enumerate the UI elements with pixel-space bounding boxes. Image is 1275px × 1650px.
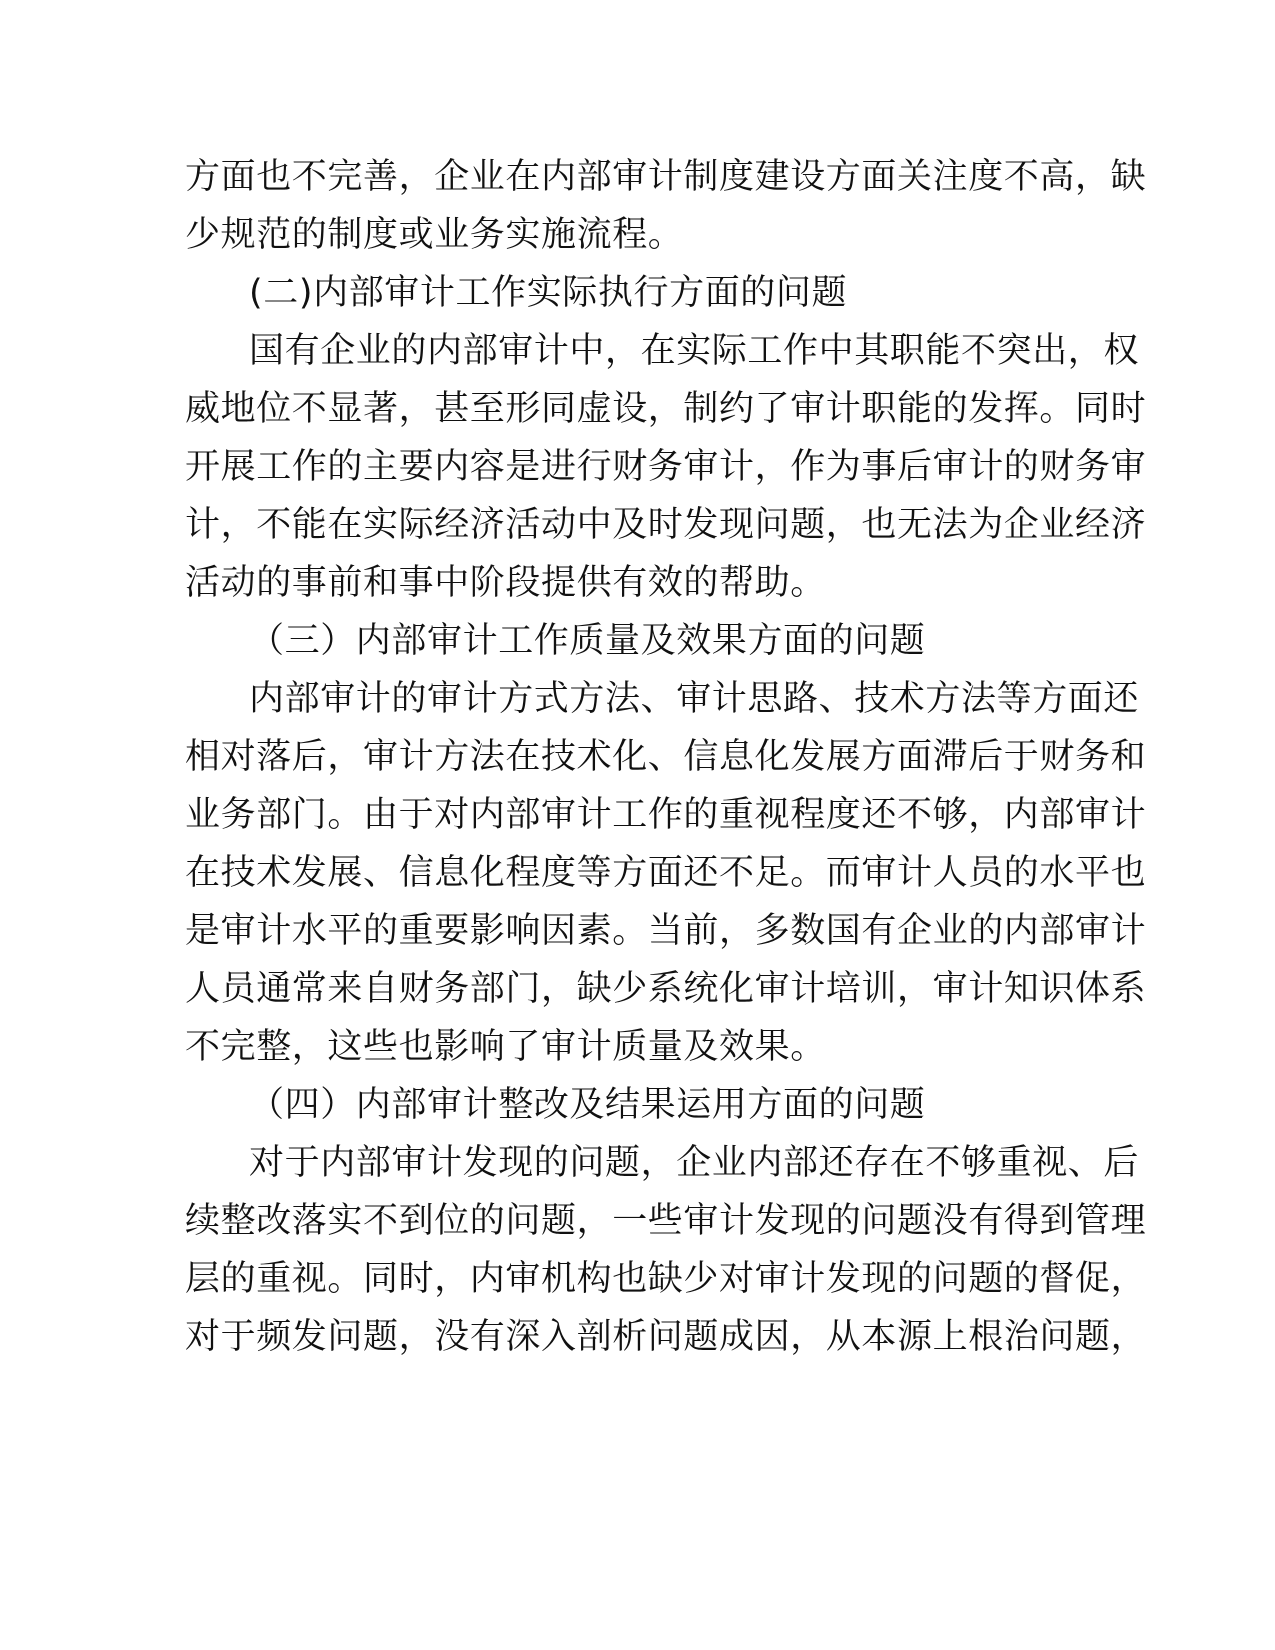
paragraph-line: 方面也不完善，企业在内部审计制度建设方面关注度不高，缺 <box>185 157 1147 197</box>
paragraph-first-line: 国有企业的内部审计中，在实际工作中其职能不突出，权 <box>249 331 1140 371</box>
paragraph-line: 不完整，这些也影响了审计质量及效果。 <box>185 1027 826 1067</box>
paragraph-line: 相对落后，审计方法在技术化、信息化发展方面滞后于财务和 <box>185 737 1147 777</box>
paragraph-line: 威地位不显著，甚至形同虚设，制约了审计职能的发挥。同时 <box>185 389 1147 429</box>
paragraph-line: 开展工作的主要内容是进行财务审计，作为事后审计的财务审 <box>185 447 1147 487</box>
paragraph-line: 层的重视。同时，内审机构也缺少对审计发现的问题的督促， <box>185 1259 1147 1299</box>
paragraph-line: 在技术发展、信息化程度等方面还不足。而审计人员的水平也 <box>185 853 1147 893</box>
section-heading: （四）内部审计整改及结果运用方面的问题 <box>249 1085 926 1125</box>
paragraph-line: 计，不能在实际经济活动中及时发现问题，也无法为企业经济 <box>185 505 1147 545</box>
paragraph-line: 活动的事前和事中阶段提供有效的帮助。 <box>185 563 826 603</box>
paragraph-line: 业务部门。由于对内部审计工作的重视程度还不够，内部审计 <box>185 795 1147 835</box>
document-body <box>185 148 1147 1366</box>
paragraph-first-line: 对于内部审计发现的问题，企业内部还存在不够重视、后 <box>249 1143 1140 1183</box>
paragraph-line: 是审计水平的重要影响因素。当前，多数国有企业的内部审计 <box>185 911 1147 951</box>
paragraph-first-line: 内部审计的审计方式方法、审计思路、技术方法等方面还 <box>249 679 1140 719</box>
paragraph-line: 对于频发问题，没有深入剖析问题成因，从本源上根治问题， <box>185 1317 1147 1357</box>
section-heading: （三）内部审计工作质量及效果方面的问题 <box>249 621 926 661</box>
section-heading: (二)内部审计工作实际执行方面的问题 <box>249 273 848 313</box>
paragraph-line: 少规范的制度或业务实施流程。 <box>185 215 684 255</box>
paragraph-line: 续整改落实不到位的问题，一些审计发现的问题没有得到管理 <box>185 1201 1147 1241</box>
paragraph-line: 人员通常来自财务部门，缺少系统化审计培训，审计知识体系 <box>185 969 1147 1009</box>
